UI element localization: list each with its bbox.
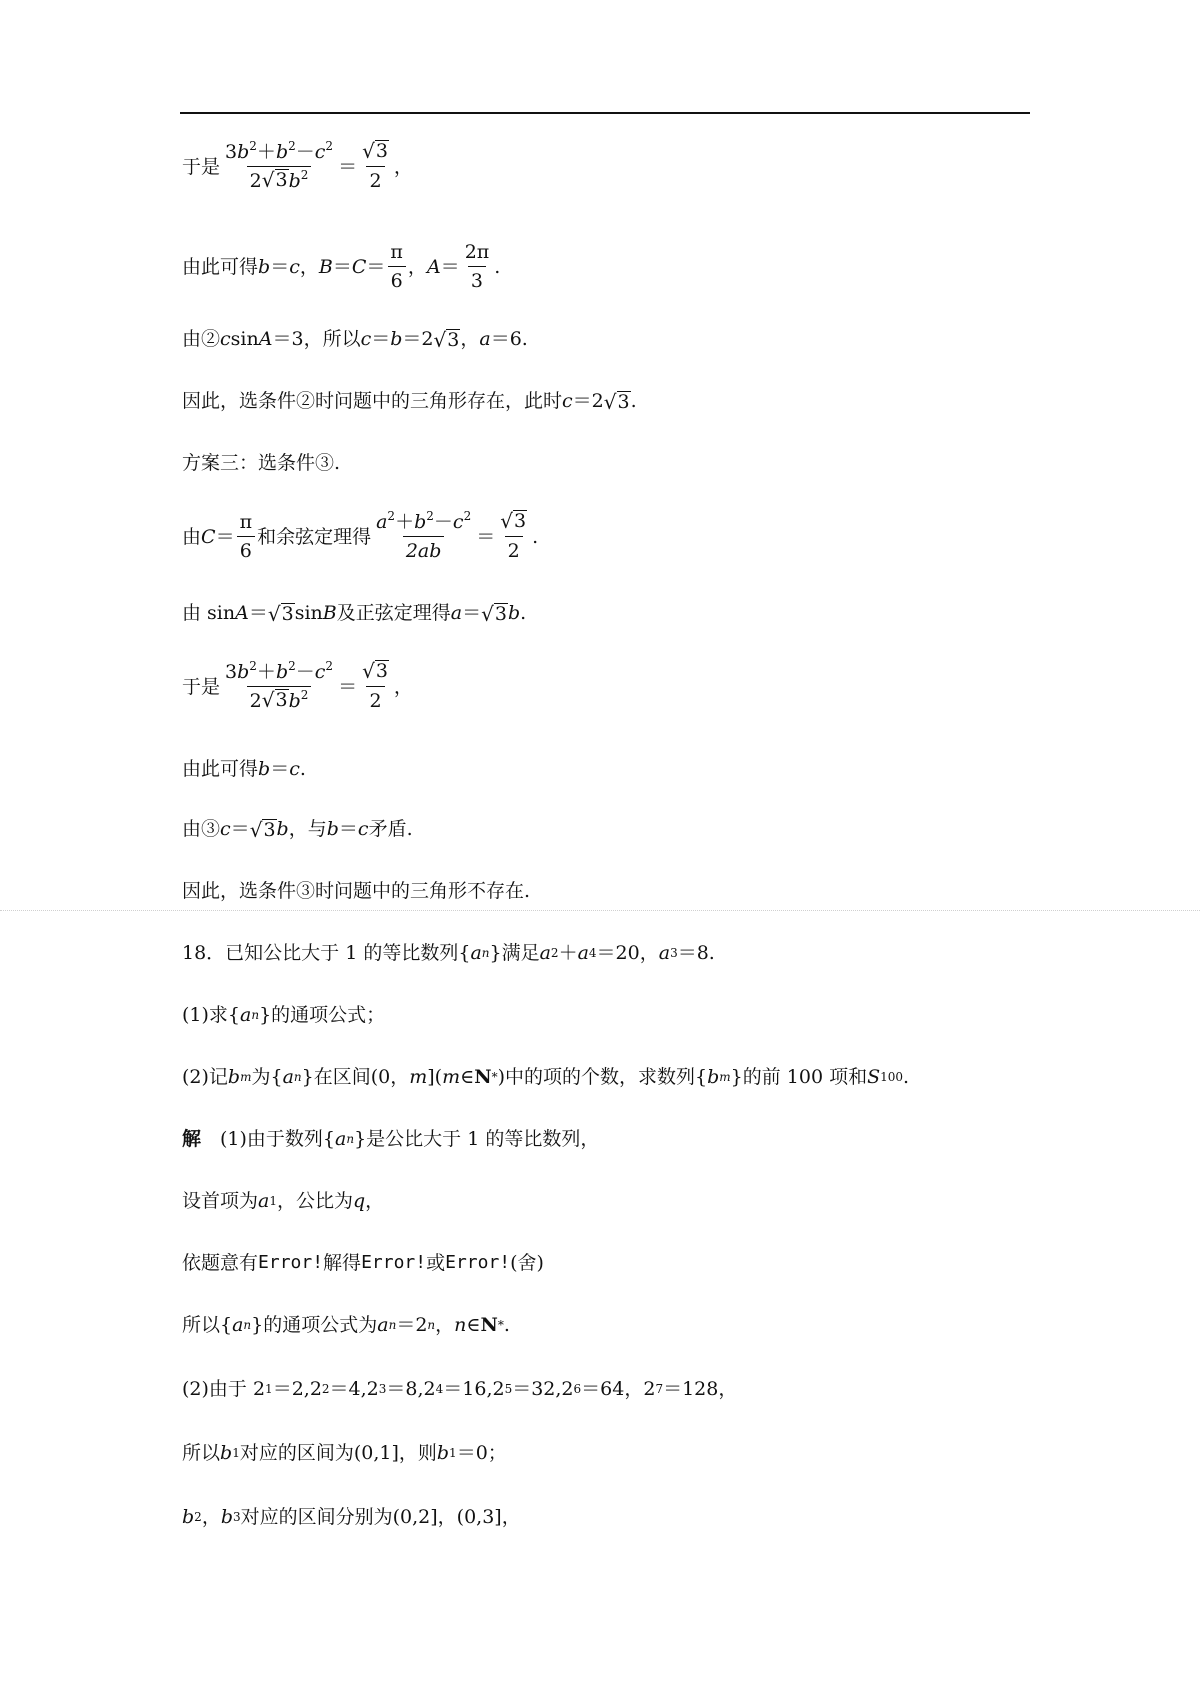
text-line-9: 由此可得 b ＝ c . [182, 758, 306, 780]
question-18-part-1: (1)求{ a n }的通项公式； [182, 1004, 386, 1026]
solution-line-3: 依题意有 Error! 解得 Error! 或 Error! (舍) [182, 1252, 544, 1274]
fraction-expression: $3b^2+b^2-c^2$ 2 √ 3 $b^2$ [225, 139, 334, 192]
question-18: 18．已知公比大于 1 的等比数列{ a n }满足 a 2 ＋ a 4 ＝20， a 3 ＝8. [182, 942, 715, 964]
text-line-11: 因此，选条件③时问题中的三角形不存在. [182, 880, 531, 902]
text-line-5: 方案三：选条件③. [182, 452, 341, 474]
solution-line-1: 解 (1)由于数列{ a n }是公比大于 1 的等比数列， [182, 1128, 600, 1150]
solution-line-4: 所以{ a n }的通项公式为 a n ＝2 n ， n ∈ N * . [182, 1314, 510, 1336]
solution-line-5: (2)由于 2 1 ＝2,2 2 ＝4,2 3 ＝8,2 4 ＝16,2 5 ＝32,2 6 ＝64，2 7 ＝128， [182, 1378, 738, 1400]
text-line-10: 由③ c ＝ √ 3 b ，与 b ＝ c 矛盾. [182, 817, 413, 842]
question-18-part-2: (2)记 b m 为{ a n }在区间(0， m ]( m ∈ N * )中的项的个数，求数列{ b m }的前 100 项和 S 100 . [182, 1066, 910, 1088]
text-line-8: 于是 $3b^2+b^2-c^2$ 2 √ 3 $b^2$ ＝ √ 3 2 ， [182, 659, 413, 712]
solution-line-6: 所以 b 1 对应的区间为(0,1]，则 b 1 ＝0； [182, 1442, 507, 1464]
header-rule [180, 112, 1030, 114]
solution-line-2: 设首项为 a 1 ，公比为 q ， [182, 1190, 385, 1212]
text-line-6: 由 C ＝ $\frac{\pi}{6}$ 和余弦定理得 $\frac{a^2+b^2-c^2}{2ab}$ ＝ √ 3 2 . [182, 509, 539, 562]
text-line-2: 由此可得 b ＝ c ， B ＝ C ＝ $\frac{\pi}{6}$ ， A ＝ $\frac{2\pi}{3}$ . [182, 241, 501, 292]
text-line-1: 于是 $3b^2+b^2-c^2$ 2 √ 3 $b^2$ ＝ √ 3 2 ， [182, 139, 413, 192]
section-divider [0, 910, 1200, 911]
text-line-4: 因此，选条件②时问题中的三角形存在，此时 c ＝2 √ 3 . [182, 389, 637, 414]
solution-line-7: b 2 ， b 3 对应的区间分别为(0,2]，(0,3]， [182, 1506, 521, 1528]
text-line-7: 由 sin A ＝ √ 3 sin B 及正弦定理得 a ＝ √ 3 b . [182, 601, 527, 626]
text-line-3: 由② c sin A ＝3，所以 c ＝ b ＝2 √ 3 ， a ＝6. [182, 327, 528, 352]
